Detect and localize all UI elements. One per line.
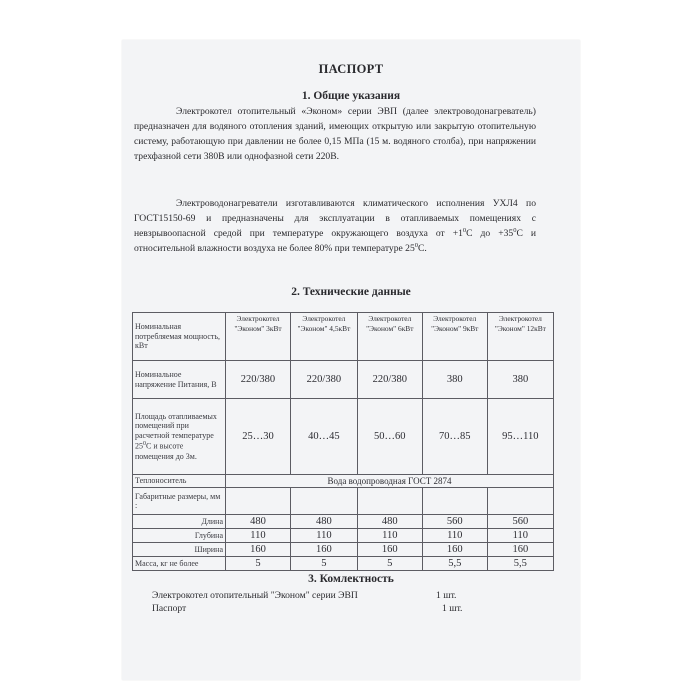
kit-item-quantity: 1 шт. — [442, 603, 463, 614]
document-title: ПАСПОРТ — [318, 62, 384, 76]
kit-item-quantity: 1 шт. — [436, 590, 457, 601]
table-cell: 50…60 — [357, 399, 422, 475]
table-cell: 220/380 — [357, 361, 422, 399]
table-cell: 5 — [290, 557, 357, 571]
table-cell: Электрокотел "Эконом" 6кВт — [357, 313, 422, 361]
kit-item-name: Паспорт — [152, 603, 187, 614]
row-label: Площадь отапливаемых помещений при расчетной температуре $25^0С$ и высоте помещения до 3м. — [133, 399, 226, 475]
table-cell: 40…45 — [290, 399, 357, 475]
table-row — [133, 475, 554, 488]
table-cell: 110 — [357, 529, 422, 543]
table-cell: 25…30 — [226, 399, 291, 475]
table-cell — [357, 488, 422, 515]
table-cell: 110 — [290, 529, 357, 543]
row-label: Теплоноситель — [133, 475, 226, 488]
kit-item-passport — [152, 603, 463, 615]
row-label: Номинальное напряжение Питания, В — [133, 361, 226, 399]
table-cell: 220/380 — [226, 361, 291, 399]
row-label: Номинальная потребляемая мощность, кВт — [133, 313, 226, 361]
table-cell: 5,5 — [422, 557, 487, 571]
table-cell: 480 — [357, 515, 422, 529]
table-cell: 480 — [226, 515, 291, 529]
table-cell: 380 — [487, 361, 553, 399]
table-row — [133, 361, 554, 399]
table-cell — [290, 488, 357, 515]
table-cell: 380 — [422, 361, 487, 399]
table-row — [133, 529, 554, 543]
table-cell: 110 — [487, 529, 553, 543]
table-cell — [226, 488, 291, 515]
table-row — [133, 515, 554, 529]
paragraph-purpose-text: Электрокотел отопительный «Эконом» серии ЭВП (далее электроводонагреватель) предназначен для водяного отопления зданий, имеющих открытую или закрытую отопительную систему, работающую при давлении не более 0,15 МПа (15 м. водяного столба), при напряжении трехфазной сети 380В или однофазной сети 220В. — [134, 106, 536, 162]
table-row — [133, 313, 554, 361]
table-cell: 220/380 — [290, 361, 357, 399]
table-cell: Электрокотел "Эконом" 9кВт — [422, 313, 487, 361]
section-heading-general: 1. Общие указания — [301, 90, 401, 102]
table-cell: Электрокотел "Эконом" 3кВт — [226, 313, 291, 361]
table-cell: 110 — [422, 529, 487, 543]
section-heading-kit: 3. Комлектность — [308, 573, 394, 585]
table-cell: 110 — [226, 529, 291, 543]
paragraph-purpose — [134, 104, 536, 164]
table-cell: 5,5 — [487, 557, 553, 571]
table-cell: 95…110 — [487, 399, 553, 475]
kit-item-boiler — [152, 590, 457, 602]
kit-item-name: Электрокотел отопительный "Эконом" серии ЭВП — [152, 590, 358, 601]
table-cell: 160 — [290, 543, 357, 557]
row-label: Ширина — [133, 543, 226, 557]
technical-data-table — [132, 312, 554, 571]
table-cell — [422, 488, 487, 515]
table-cell: 560 — [487, 515, 553, 529]
table-cell: Электрокотел "Эконом" 12кВт — [487, 313, 553, 361]
table-cell: 160 — [357, 543, 422, 557]
table-cell — [487, 488, 553, 515]
table-cell: Вода водопроводная ГОСТ 2874 — [226, 475, 554, 488]
table-row — [133, 557, 554, 571]
table-cell: 560 — [422, 515, 487, 529]
row-label: Глубина — [133, 529, 226, 543]
row-label: Масса, кг не более — [133, 557, 226, 571]
passport-sheet — [122, 40, 580, 680]
table-cell: 160 — [226, 543, 291, 557]
row-label: Габаритные размеры, мм : — [133, 488, 226, 515]
table-cell: 160 — [422, 543, 487, 557]
table-row — [133, 543, 554, 557]
table-cell: 70…85 — [422, 399, 487, 475]
table-cell: 160 — [487, 543, 553, 557]
table-row — [133, 488, 554, 515]
table-cell: 480 — [290, 515, 357, 529]
section-heading-technical: 2. Технические данные — [291, 286, 411, 298]
table-cell: 5 — [226, 557, 291, 571]
table-cell: Электрокотел "Эконом" 4,5кВт — [290, 313, 357, 361]
paragraph-conditions: Электроводонагреватели изготавливаются климатического исполнения УХЛ4 по ГОСТ15150-69 и предназначены для эксплуатации в отапливаемых помещениях с невзрывоопасной средой при температуре окружающего воздуха от $+1^0С$ до $+35^0С$ и относительной влажности воздуха не более 80% при температуре $25^0С$. — [134, 198, 536, 254]
table-cell: 5 — [357, 557, 422, 571]
row-label: Длина — [133, 515, 226, 529]
table-row — [133, 399, 554, 475]
